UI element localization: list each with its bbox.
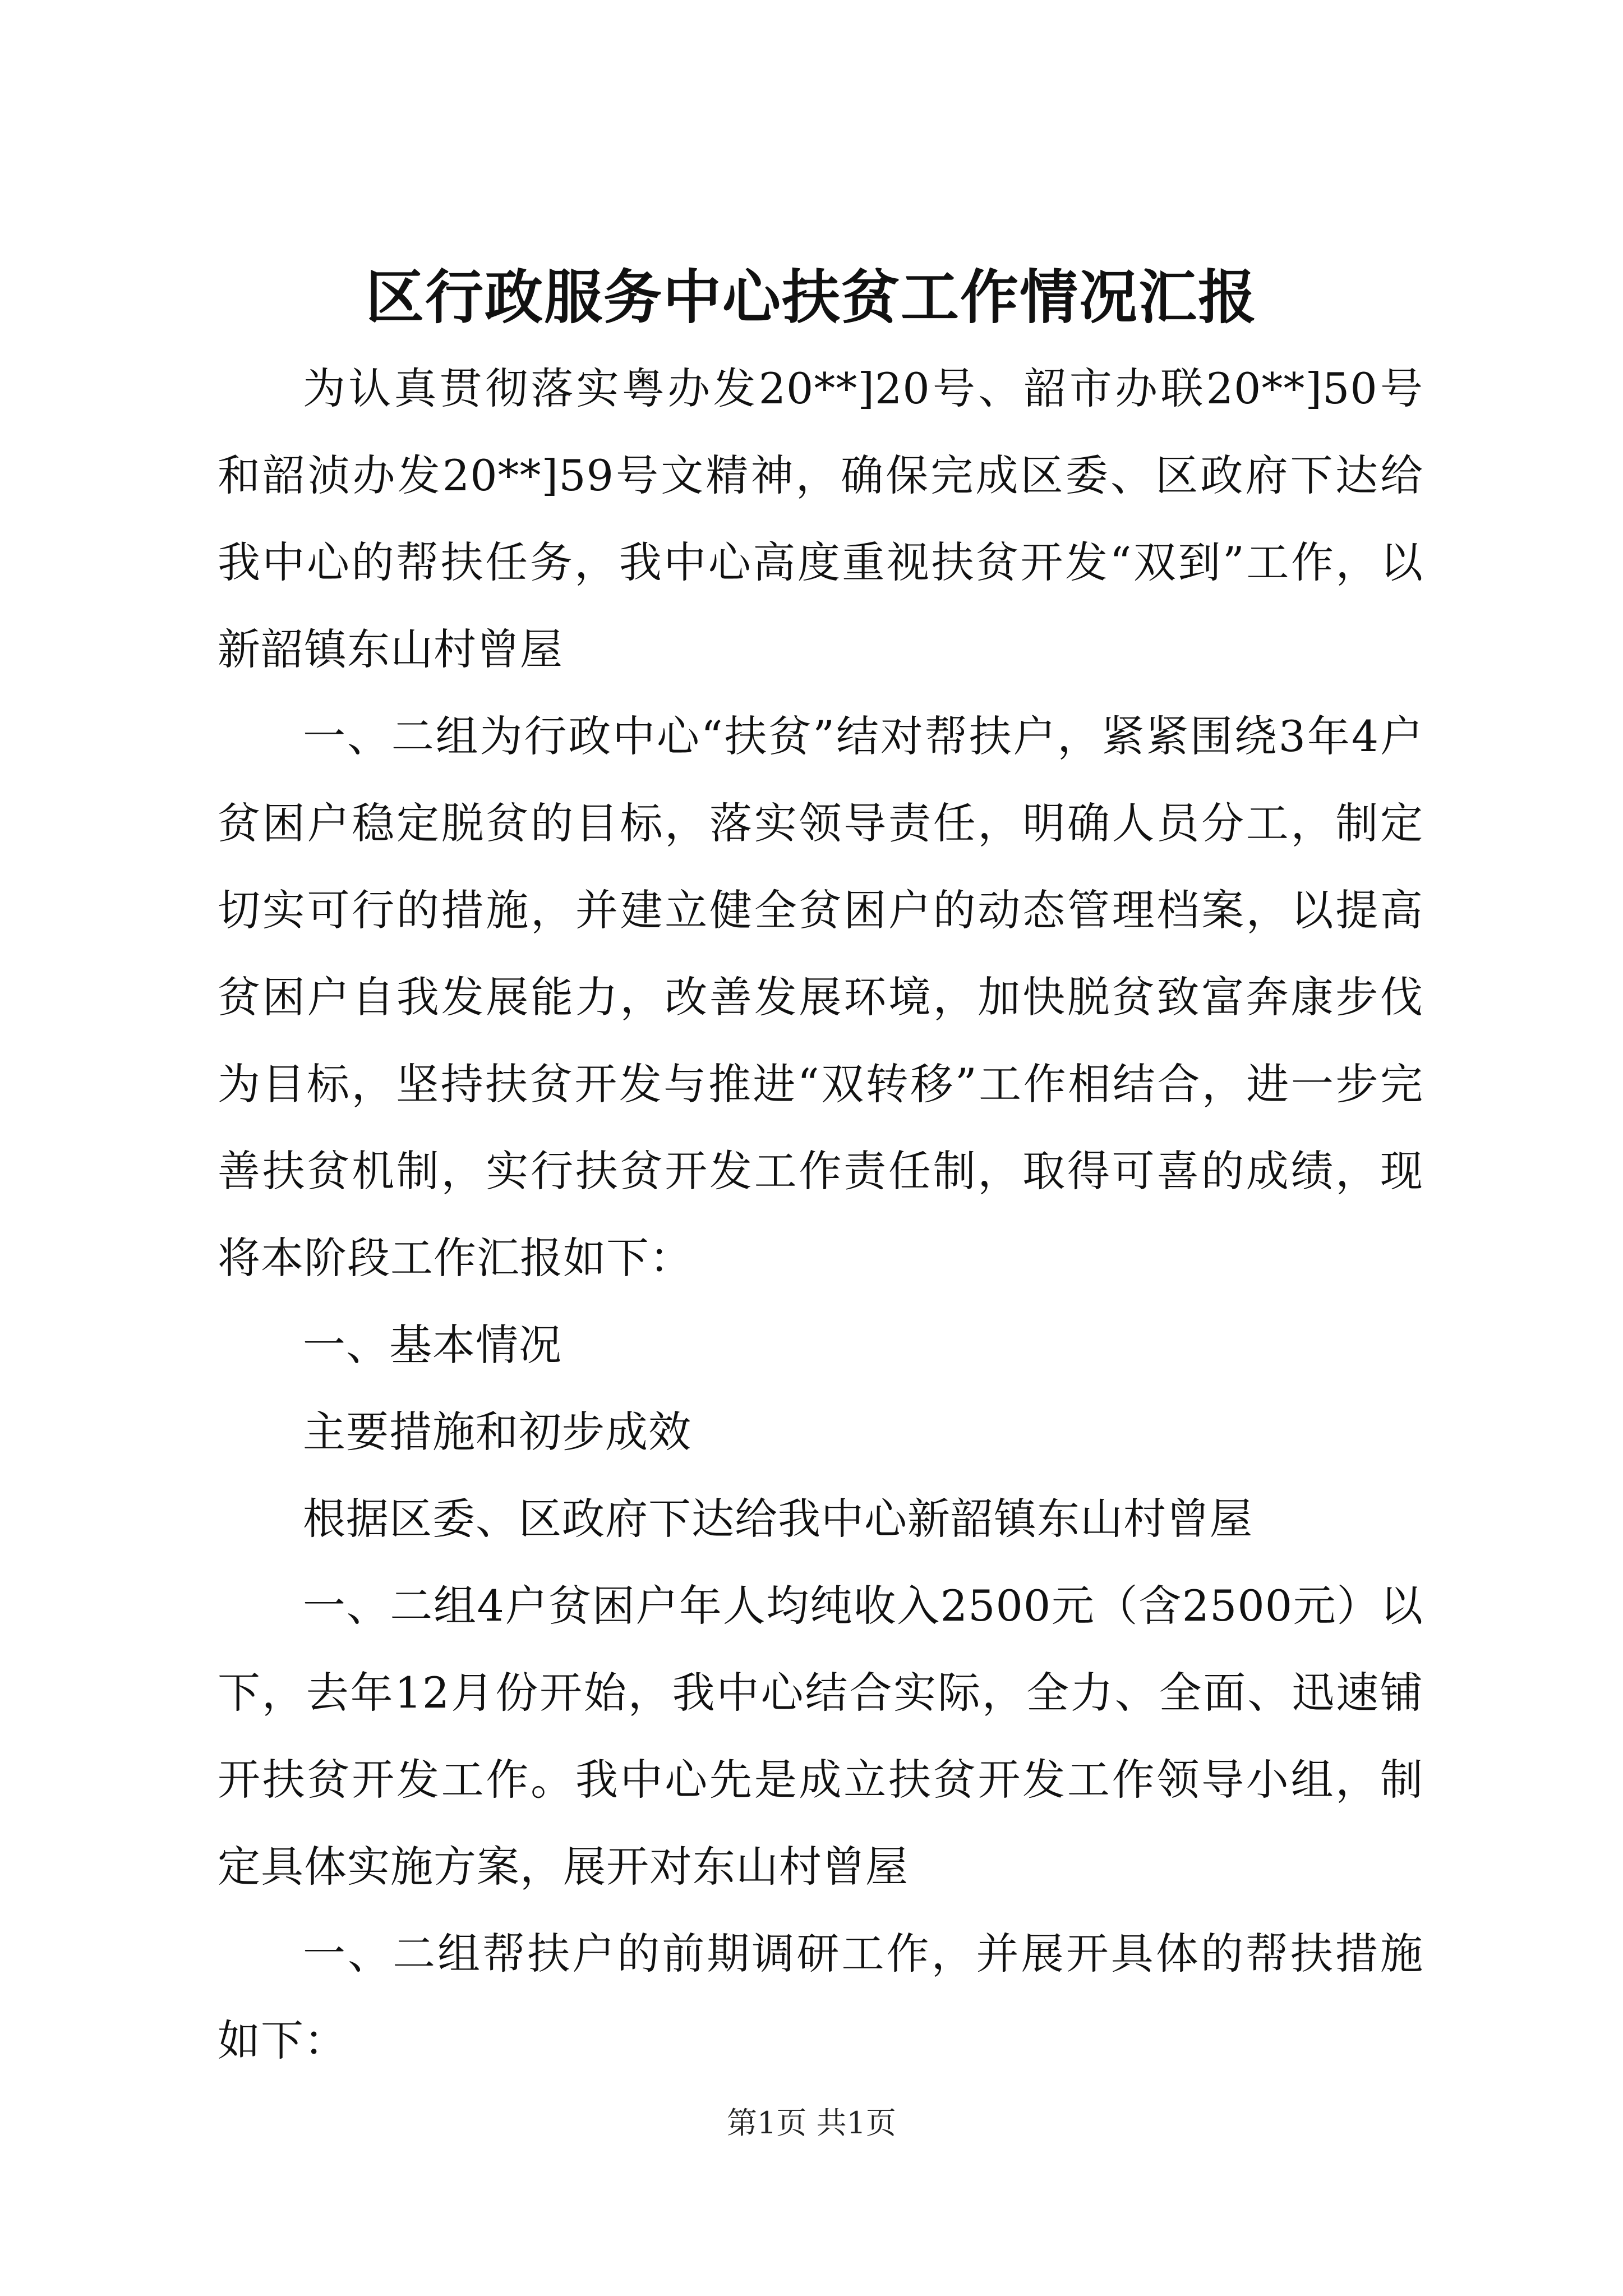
page-footer: 第1页 共1页 bbox=[727, 2105, 896, 2141]
paragraph: 一、二组为行政中心“扶贫”结对帮扶户，紧紧围绕3年4户贫困户稳定脱贫的目标，落实领导责任，明确人员分工，制定切实可行的措施，并建立健全贫困户的动态管理档案，以提高贫困户自我发展能力，改善发展环境，加快脱贫致富奔康步伐为目标，坚持扶贫开发与推进“双转移”工作相结合，进一步完善扶贫机制，实行扶贫开发工作责任制，取得可喜的成绩，现将本阶段工作汇报如下： bbox=[218, 711, 1423, 1283]
paragraph: 根据区委、区政府下达给我中心新韶镇东山村曾屋 bbox=[303, 1494, 1253, 1544]
paragraph: 一、二组帮扶户的前期调研工作，并展开具体的帮扶措施如下： bbox=[218, 1929, 1423, 2065]
section-heading: 一、基本情况 bbox=[303, 1320, 562, 1370]
document-title: 区行政服务中心扶贫工作情况汇报 bbox=[365, 263, 1257, 332]
paragraph: 为认真贯彻落实粤办发20**]20号、韶市办联20**]50号和韶浈办发20**]59号文精神，确保完成区委、区政府下达给我中心的帮扶任务，我中心高度重视扶贫开发“双到”工作，以新韶镇东山村曾屋 bbox=[218, 364, 1423, 674]
paragraph: 一、二组4户贫困户年人均纯收入2500元（含2500元）以下，去年12月份开始，我中心结合实际，全力、全面、迅速铺开扶贫开发工作。我中心先是成立扶贫开发工作领导小组，制定具体实施方案，展开对东山村曾屋 bbox=[218, 1581, 1423, 1892]
section-heading: 主要措施和初步成效 bbox=[303, 1407, 691, 1457]
document-body bbox=[218, 345, 1423, 2084]
